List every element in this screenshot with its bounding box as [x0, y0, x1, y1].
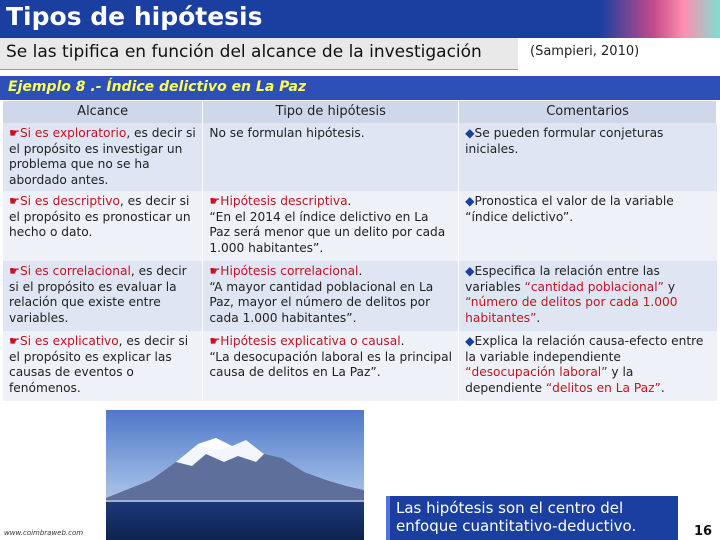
- alcance-highlight: Si es correlacional: [19, 264, 131, 278]
- cell-alcance: [3, 331, 203, 401]
- hypothesis-table: [3, 101, 717, 401]
- pointing-hand-icon: ☛: [9, 194, 20, 208]
- example-label: Ejemplo 8 .- Índice delictivo en La Paz: [8, 79, 307, 95]
- alcance-highlight: Si es exploratorio: [19, 126, 127, 140]
- pointing-hand-icon: ☛: [209, 264, 221, 278]
- page-subtitle: Se las tipifica en función del alcance de la investigación: [6, 42, 482, 62]
- table-row: [3, 191, 717, 261]
- tipo-text: “La desocupación laboral es la principal causa de delitos en La Paz”.: [209, 349, 453, 379]
- cell-tipo: ☛Hipótesis correlacional. “A mayor cantidad poblacional en La Paz, mayor el número de delitos por cada 1.000 habitantes”.: [203, 261, 459, 331]
- comentario-text: Pronostica el valor de la variable “índice delictivo”.: [465, 194, 674, 224]
- comentario-text: .: [660, 380, 665, 395]
- comentario-text: Especifica la relación entre las variables: [465, 264, 660, 294]
- page-number: 16: [694, 524, 713, 539]
- callout-text: Las hipótesis son el centro del enfoque cuantitativo-deductivo.: [396, 499, 637, 535]
- diamond-bullet-icon: ◆: [465, 264, 475, 278]
- comentario-text: y la dependiente: [465, 365, 634, 395]
- tipo-highlight: Hipótesis explicativa o causal: [220, 334, 401, 348]
- comentario-text: y: [663, 279, 676, 294]
- mountain-lake-photo: [106, 410, 364, 540]
- table-row: [3, 331, 717, 401]
- cell-alcance: [3, 123, 203, 191]
- cell-tipo: [203, 123, 459, 191]
- alcance-text: , es decir si el propósito es explicar las causas de eventos o fenómenos.: [9, 334, 189, 395]
- citation: (Sampieri, 2010): [530, 44, 640, 59]
- tipo-text: No se formulan hipótesis.: [209, 126, 365, 140]
- cell-comentario: [459, 123, 717, 191]
- variable-highlight: “cantidad poblacional”: [524, 279, 664, 294]
- pointing-hand-icon: ☛: [209, 194, 221, 208]
- diamond-bullet-icon: ◆: [465, 126, 475, 140]
- header-comentarios: Comentarios: [459, 101, 717, 123]
- cell-tipo: ☛Hipótesis explicativa o causal. “La desocupación laboral es la principal causa de delitos en La Paz”.: [203, 331, 459, 401]
- cell-alcance: [3, 261, 203, 331]
- tipo-text: “En el 2014 el índice delictivo en La Paz será menor que un delito por cada 1.000 habitantes”.: [209, 209, 446, 255]
- cell-tipo: ☛Hipótesis descriptiva. “En el 2014 el índice delictivo en La Paz será menor que un delito por cada 1.000 habitantes”.: [203, 191, 459, 261]
- tipo-highlight: Hipótesis correlacional: [220, 264, 359, 278]
- alcance-text: , es decir si el propósito es investigar un problema que no se ha abordado antes.: [9, 126, 196, 187]
- comentario-text: Explica la relación causa-efecto entre la variable independiente: [465, 334, 704, 364]
- header-tipo: Tipo de hipótesis: [203, 101, 459, 123]
- comentario-text: .: [536, 310, 541, 325]
- diamond-bullet-icon: ◆: [465, 334, 475, 348]
- pointing-hand-icon: ☛: [9, 126, 20, 140]
- pointing-hand-icon: ☛: [9, 264, 20, 278]
- website-credit: www.coimbraweb.com: [4, 529, 84, 537]
- tipo-text: “A mayor cantidad poblacional en La Paz, mayor el número de delitos por cada 1.000 habitantes”.: [209, 279, 434, 325]
- subtitle-box: [0, 38, 518, 70]
- title-bar-decoration: [600, 0, 720, 38]
- header-alcance: Alcance: [3, 101, 203, 123]
- cell-comentario: [459, 261, 717, 331]
- callout-box: [386, 496, 678, 540]
- title-bar: [0, 0, 720, 38]
- variable-highlight: “número de delitos por cada 1.000 habitantes”: [465, 295, 678, 325]
- tipo-highlight: Hipótesis descriptiva: [220, 194, 348, 208]
- alcance-text: , es decir si el propósito es evaluar la relación que existe entre variables.: [9, 264, 187, 325]
- comentario-text: Se pueden formular conjeturas iniciales.: [465, 126, 664, 156]
- variable-highlight: “delitos en La Paz”: [545, 380, 661, 395]
- cell-alcance: [3, 191, 203, 261]
- pointing-hand-icon: ☛: [209, 334, 221, 348]
- cell-comentario: [459, 331, 717, 401]
- table-header-row: [3, 101, 717, 123]
- table-row: [3, 261, 717, 331]
- alcance-text: , es decir si el propósito es pronosticar un hecho o dato.: [9, 194, 191, 239]
- alcance-highlight: Si es explicativo: [19, 334, 119, 348]
- example-bar: [0, 76, 720, 100]
- diamond-bullet-icon: ◆: [465, 194, 475, 208]
- pointing-hand-icon: ☛: [9, 334, 20, 348]
- cell-comentario: [459, 191, 717, 261]
- variable-highlight: “desocupación laboral”: [465, 365, 608, 379]
- alcance-highlight: Si es descriptivo: [19, 194, 120, 208]
- table-row: [3, 123, 717, 191]
- page-title: Tipos de hipótesis: [6, 2, 263, 31]
